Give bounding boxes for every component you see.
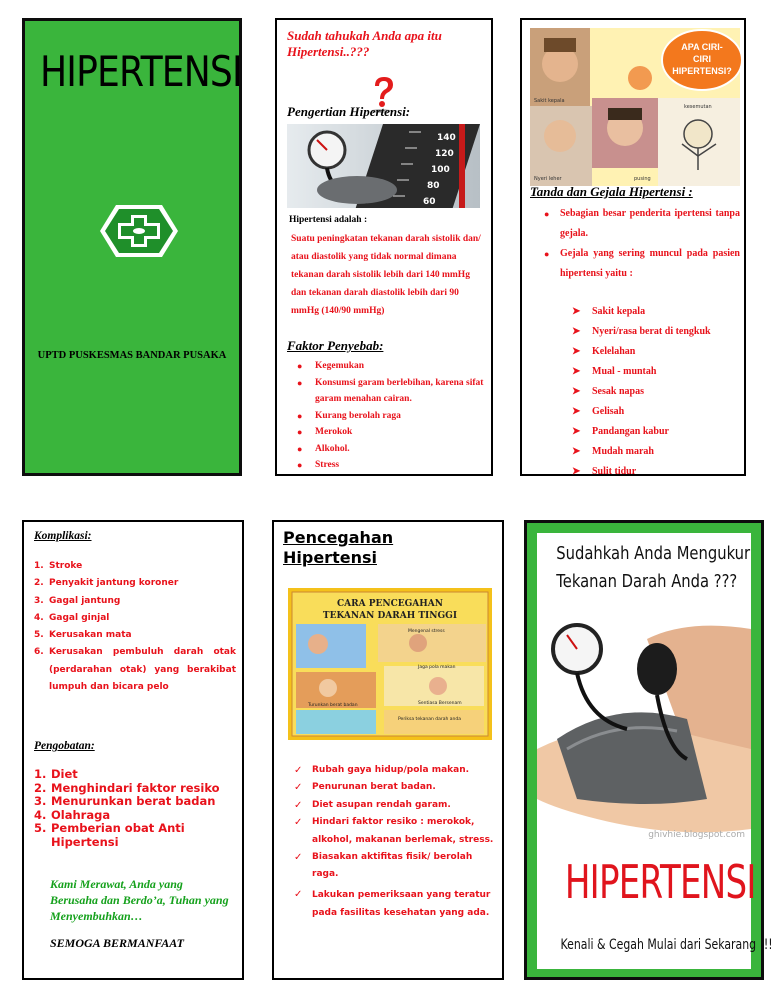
- back-question-line1: Sudahkah Anda Mengukur: [556, 543, 751, 564]
- svg-text:APA CIRI-: APA CIRI-: [681, 42, 723, 52]
- organization-name: UPTD PUSKESMAS BANDAR PUSAKA: [37, 350, 227, 361]
- back-tagline: Kenali & Cegah Mulai dari Sekarang !!!: [560, 937, 773, 953]
- motto-text: Kami Merawat, Anda yang Berusaha dan Berdo’a, Tuhan yang Menyembuhkan…: [50, 877, 229, 923]
- back-question-line2: Tekanan Darah Anda ???: [556, 571, 738, 592]
- complications-panel: [22, 520, 244, 980]
- causes-list: [297, 358, 487, 474]
- svg-text:Mengenal stress: Mengenal stress: [408, 629, 445, 634]
- list-item: ✓ Rubah gaya hidup/pola makan.: [294, 762, 494, 779]
- complications-heading: Komplikasi:: [34, 530, 92, 542]
- list-item: ➤ Mudah marah: [572, 442, 711, 462]
- list-item: ✓ Diet asupan rendah garam.: [294, 797, 494, 814]
- list-item: ● Kurang berolah raga: [297, 408, 487, 425]
- treatment-list: [34, 768, 242, 849]
- list-item: 3. Menurunkan berat badan: [34, 794, 216, 808]
- list-item: 2. Menghindari faktor resiko: [34, 780, 220, 795]
- list-item: ➤ Sulit tidur: [572, 462, 711, 482]
- symptoms-list: [572, 302, 711, 482]
- list-item: ➤ Sakit kepala: [572, 302, 711, 322]
- list-item: 4. Gagal ginjal: [34, 612, 110, 623]
- list-item: 4. Olahraga: [34, 807, 111, 822]
- svg-text:Turunkan berat badan: Turunkan berat badan: [308, 703, 358, 708]
- svg-text:Periksa tekanan darah anda: Periksa tekanan darah anda: [398, 717, 461, 722]
- list-item: ✓ Lakukan pemeriksaan yang teratur pada fasilitas kesehatan yang ada.: [294, 886, 494, 922]
- list-item: ● Alkohol.: [297, 441, 487, 458]
- list-item: ● Kegemukan: [297, 358, 487, 375]
- treatment-heading: Pengobatan:: [34, 740, 95, 752]
- svg-text:Jaga pola makan: Jaga pola makan: [418, 665, 456, 670]
- svg-text:100: 100: [431, 165, 450, 175]
- prevention-heading: Pencegahan Hipertensi: [283, 528, 394, 567]
- cover-panel: [22, 18, 242, 476]
- back-big-title: HIPERTENSI: [564, 855, 756, 909]
- list-item: ➤ Pandangan kabur: [572, 422, 711, 442]
- symptoms-collage: [530, 28, 740, 186]
- back-cover-panel: [524, 520, 773, 980]
- list-item: ● Konsumsi garam berlebihan, karena sifat garam menahan cairan.: [297, 375, 487, 408]
- definition-heading: Pengertian Hipertensi:: [287, 104, 411, 119]
- list-item: ✓ Penurunan berat badan.: [294, 779, 494, 796]
- svg-text:Sakit kepala: Sakit kepala: [534, 98, 565, 104]
- blood-pressure-cuff-photo: [537, 599, 751, 849]
- list-item: ✓ Biasakan aktifitas fisik/ berolah raga.: [294, 849, 494, 884]
- complications-list: [34, 558, 236, 696]
- list-item: 3. Gagal jantung: [34, 595, 121, 606]
- blood-pressure-gauge-photo: [287, 124, 480, 208]
- symptoms-bullets: [544, 204, 740, 284]
- prevention-poster: [288, 588, 492, 740]
- closing-text: SEMOGA BERMANFAAT: [50, 936, 184, 950]
- svg-text:Sentiasa Bersenam: Sentiasa Bersenam: [418, 701, 462, 706]
- list-item: 1. Diet: [34, 767, 78, 781]
- svg-text:80: 80: [427, 181, 440, 191]
- svg-text:kesemutan: kesemutan: [684, 104, 712, 110]
- svg-text:120: 120: [435, 149, 454, 159]
- svg-text:HIPERTENSI?: HIPERTENSI?: [672, 66, 732, 76]
- definition-text: Suatu peningkatan tekanan darah sistolik dan/ atau diastolik yang tidak normal dimana tekanan darah sistolik lebih dari 140 mmHg dan tekanan darah diastolik lebih dari 90 mmHg (140/90 mmHg): [291, 234, 481, 316]
- definition-label: Hipertensi adalah :: [289, 215, 368, 225]
- list-item: 1. Stroke: [34, 561, 83, 571]
- symptoms-panel: [520, 18, 746, 476]
- back-cover-poster: [537, 533, 773, 969]
- svg-text:pusing: pusing: [634, 176, 651, 182]
- list-item: ✓ Hindari faktor resiko : merokok, alkohol, makanan berlemak, stress.: [294, 814, 494, 849]
- cover-title: HIPERTENSI: [39, 47, 242, 96]
- symptoms-heading: Tanda dan Gejala Hipertensi :: [530, 184, 693, 199]
- prevention-list: [294, 762, 494, 922]
- list-item: ➤ Kelelahan: [572, 342, 711, 362]
- list-item: 5. Pemberian obat Anti Hipertensi: [34, 821, 185, 849]
- svg-text:Nyeri leher: Nyeri leher: [534, 176, 562, 182]
- svg-text:60: 60: [423, 197, 436, 207]
- list-item: ● Merokok: [297, 424, 487, 441]
- puskesmas-cross-logo: [98, 203, 180, 259]
- svg-text:CARA PENCEGAHAN: CARA PENCEGAHAN: [336, 599, 444, 609]
- list-item: ➤ Gelisah: [572, 402, 711, 422]
- causes-heading: Faktor Penyebab:: [287, 338, 384, 353]
- list-item: ➤ Sesak napas: [572, 382, 711, 402]
- svg-text:TEKANAN DARAH TINGGI: TEKANAN DARAH TINGGI: [322, 611, 458, 621]
- list-item: ➤ Mual - muntah: [572, 362, 711, 382]
- svg-text:140: 140: [437, 133, 456, 143]
- intro-question: Sudah tahukah Anda apa itu Hipertensi..???: [287, 28, 442, 59]
- definition-panel: [275, 18, 493, 476]
- list-item: ➤ Nyeri/rasa berat di tengkuk: [572, 322, 711, 342]
- prevention-panel: [272, 520, 504, 980]
- list-item: 2. Penyakit jantung koroner: [34, 578, 179, 589]
- list-item: ● Stress: [297, 457, 487, 474]
- svg-text:CIRI: CIRI: [693, 54, 711, 64]
- list-item: ● Sebagian besar penderita ipertensi tanpa gejala.: [544, 204, 740, 244]
- list-item: ● Gejala yang sering muncul pada pasien hipertensi yaitu :: [544, 244, 740, 284]
- blog-watermark: ghivhie.blogspot.com: [648, 830, 745, 840]
- list-item: 6. Kerusakan pembuluh darah otak (perdarahan otak) yang berakibat lumpuh dan bicara pelo: [34, 647, 236, 693]
- list-item: 5. Kerusakan mata: [34, 630, 132, 641]
